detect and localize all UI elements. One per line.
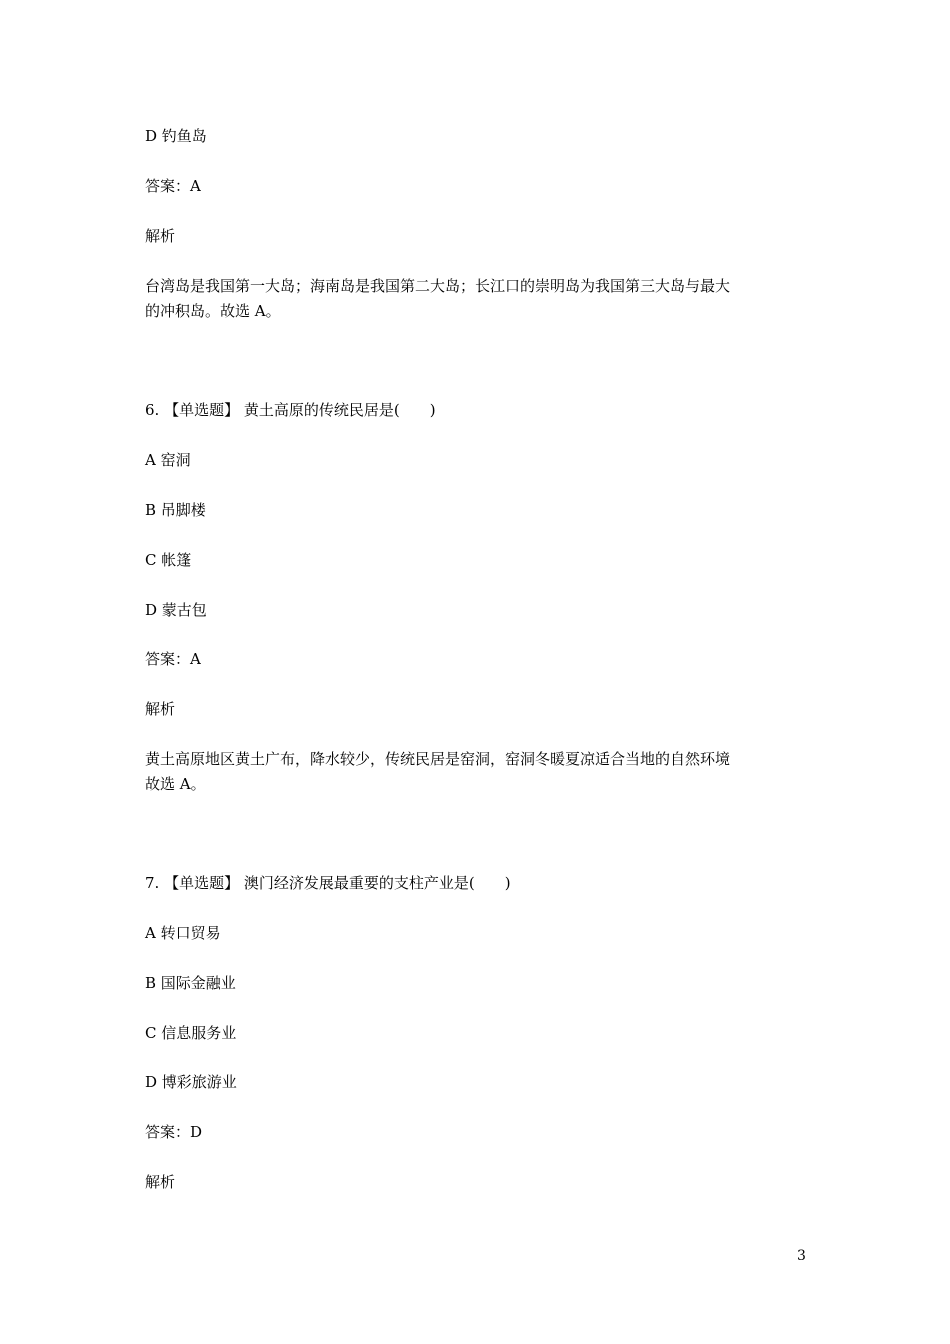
q5-analysis-line-1: 台湾岛是我国第一大岛；海南岛是我国第二大岛；长江口的崇明岛为我国第三大岛与最大 (145, 277, 731, 295)
q5-option-d: D 钓鱼岛 (145, 127, 207, 145)
q6-option-c: C 帐篷 (145, 551, 192, 569)
q7-option-a: A 转口贸易 (145, 924, 221, 942)
q6-option-b: B 吊脚楼 (145, 501, 206, 519)
q6-question: 6. 【单选题】 黄土高原的传统民居是( ) (145, 401, 436, 419)
q6-analysis-label: 解析 (145, 700, 176, 718)
q7-question: 7. 【单选题】 澳门经济发展最重要的支柱产业是( ) (145, 874, 511, 892)
q6-analysis-line-2: 故选 A。 (145, 775, 206, 793)
q6-option-d: D 蒙古包 (145, 601, 207, 619)
page-number: 3 (797, 1248, 806, 1264)
q6-analysis-line-1: 黄土高原地区黄土广布，降水较少，传统民居是窑洞，窑洞冬暖夏凉适合当地的自然环境 (145, 750, 731, 768)
q6-option-a: A 窑洞 (145, 451, 191, 469)
q7-option-c: C 信息服务业 (145, 1024, 237, 1042)
q5-answer: 答案：A (145, 177, 201, 195)
q5-analysis-line-2: 的冲积岛。故选 A。 (145, 302, 281, 320)
q7-option-b: B 国际金融业 (145, 974, 236, 992)
q5-analysis-label: 解析 (145, 227, 176, 245)
q7-option-d: D 博彩旅游业 (145, 1073, 237, 1091)
q7-answer: 答案：D (145, 1123, 203, 1141)
q6-answer: 答案：A (145, 650, 201, 668)
q7-analysis-label: 解析 (145, 1173, 176, 1191)
